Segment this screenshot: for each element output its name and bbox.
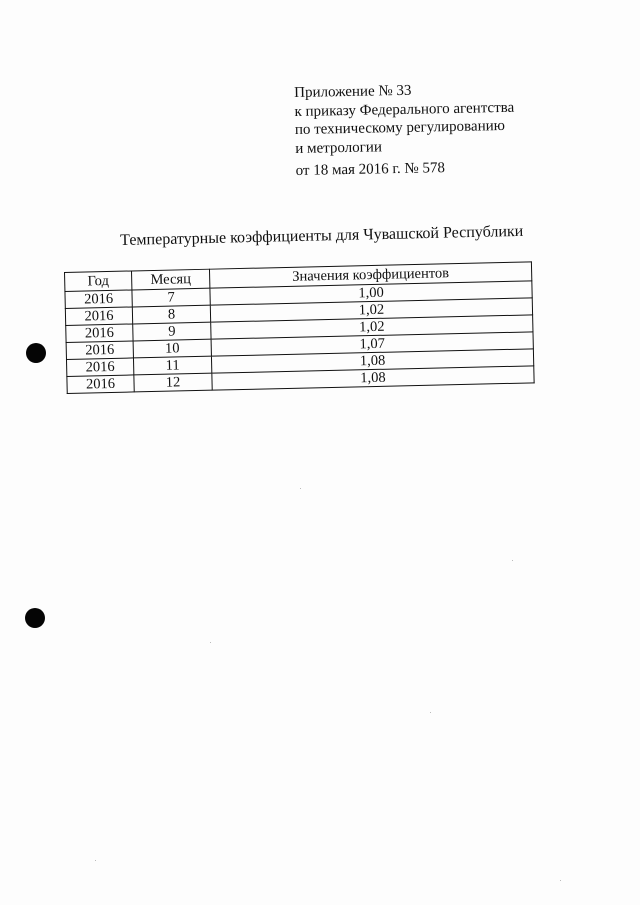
cell-year: 2016 <box>66 324 133 343</box>
cell-year: 2016 <box>65 290 132 309</box>
scan-speck <box>210 642 211 643</box>
punch-hole <box>26 343 46 363</box>
order-date: от 18 мая 2016 г. № 578 <box>295 160 446 179</box>
scan-speck <box>95 860 96 861</box>
cell-month: 10 <box>133 339 211 358</box>
order-reference: к приказу Федерального агентства <box>294 99 515 120</box>
cell-value: 1,08 <box>211 349 533 373</box>
coefficients-table-wrapper <box>64 261 535 394</box>
cell-value: 1,08 <box>212 366 534 390</box>
scan-speck <box>430 712 431 713</box>
column-header-value: Значения коэффициентов <box>209 262 531 288</box>
cell-year: 2016 <box>67 375 134 394</box>
cell-month: 12 <box>134 373 212 392</box>
document-title: Температурные коэффициенты для Чувашской Республики <box>120 222 524 249</box>
cell-year: 2016 <box>66 358 133 377</box>
column-header-year: Год <box>65 271 132 292</box>
scan-speck <box>560 880 561 881</box>
scan-speck <box>300 488 301 489</box>
cell-month: 9 <box>133 322 211 341</box>
cell-month: 8 <box>132 305 210 324</box>
coefficients-table <box>64 261 535 394</box>
cell-month: 7 <box>132 288 210 307</box>
cell-value: 1,02 <box>211 315 533 339</box>
appendix-header <box>294 79 536 180</box>
punch-hole <box>25 608 45 628</box>
scan-speck <box>512 560 513 561</box>
cell-value: 1,00 <box>210 281 532 305</box>
cell-year: 2016 <box>65 307 132 326</box>
cell-year: 2016 <box>66 341 133 360</box>
cell-month: 11 <box>133 356 211 375</box>
column-header-month: Месяц <box>131 269 209 290</box>
appendix-number: Приложение № 33 <box>294 82 412 101</box>
agency-name-line-2: и метрологии <box>295 138 383 157</box>
cell-value: 1,02 <box>210 298 532 322</box>
cell-value: 1,07 <box>211 332 533 356</box>
agency-name-line-1: по техническому регулированию <box>294 117 506 138</box>
